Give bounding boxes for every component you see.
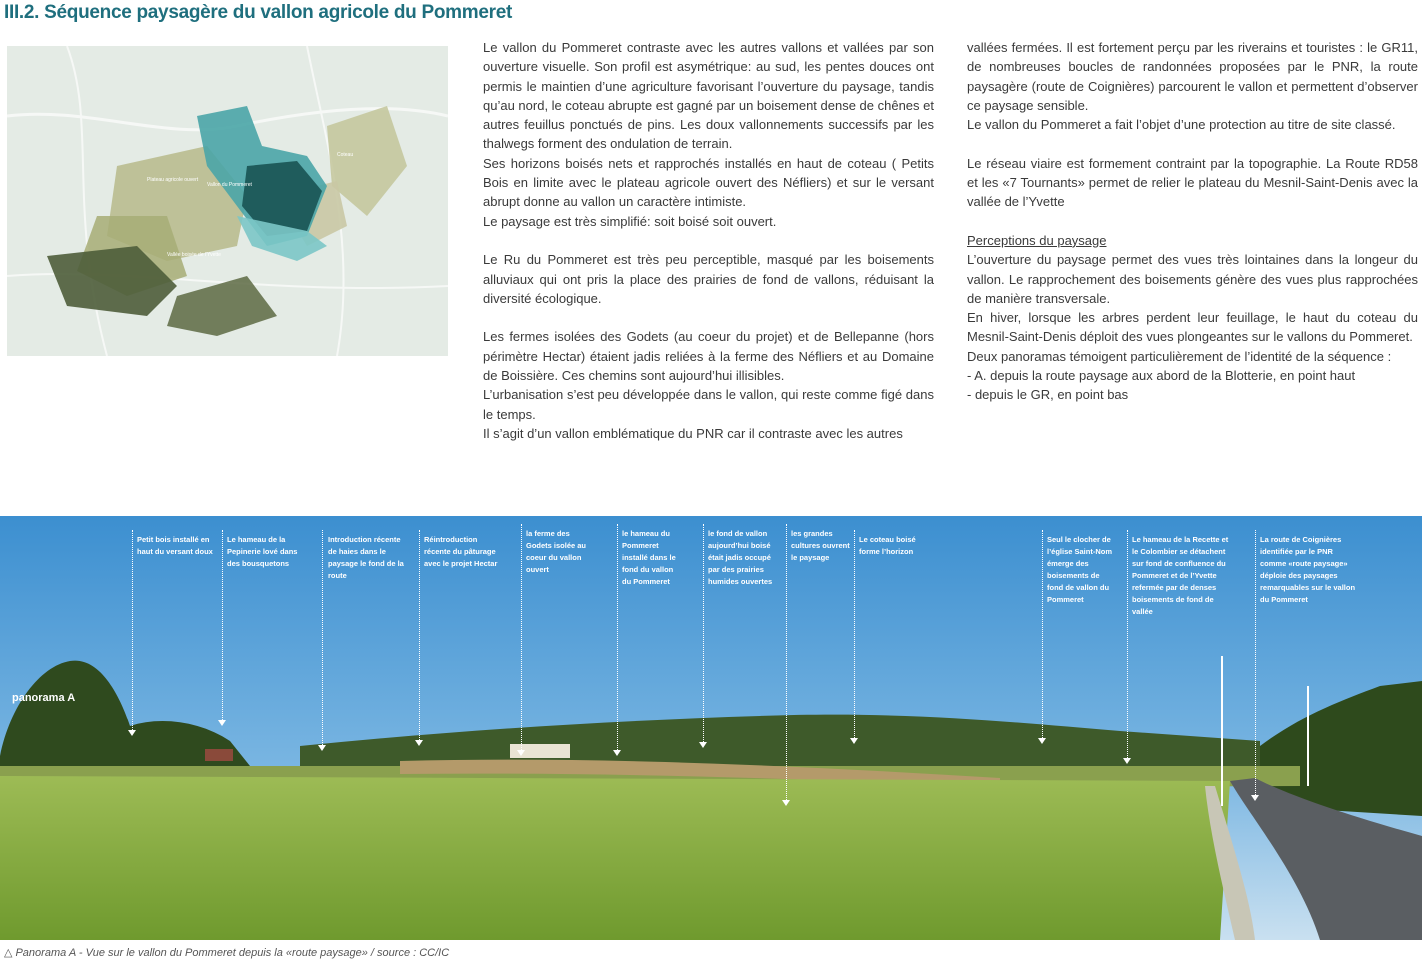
panorama-annotation: Réintroduction récente du pâturage avec le projet Hectar — [424, 535, 498, 568]
annotation-leader-line — [854, 530, 855, 738]
paragraph: Le vallon du Pommeret a fait l’objet d’une protection au titre de site classé. — [967, 117, 1396, 133]
spacer — [483, 231, 934, 250]
panorama-annotation: le hameau du Pommeret installé dans le fond du vallon du Pommeret — [622, 529, 676, 586]
annotation-arrow-icon — [128, 730, 136, 736]
panorama-annotation: Le coteau boisé forme l’horizon — [859, 535, 916, 556]
annotation-leader-line — [703, 524, 704, 742]
paragraph: Il s’agit d’un vallon emblématique du PNR car il contraste avec les autres — [483, 425, 903, 441]
annotation-leader-line — [222, 530, 223, 720]
paragraph: Ses horizons boisés nets et rapprochés installés en haut de coteau ( Petits Bois en limite avec le plateau agricole ouvert des Néfliers) et sur le versant abrupt donne au vallon un caractère intimiste. — [483, 155, 934, 210]
paragraph: Le Ru du Pommeret est très peu perceptible, masqué par les boisements alluviaux qui ont pris la place des prairies de fond de vallons, réduisant la diversité écologique. — [483, 252, 934, 306]
panorama-label: panorama A — [12, 692, 76, 704]
svg-text:Coteau: Coteau — [337, 152, 354, 158]
paragraph: Deux panoramas témoigent particulièrement de l’identité de la séquence : — [967, 348, 1392, 364]
paragraph: vallées fermées. Il est fortement perçu par les riverains et touristes : le GR11, de nombreuses boucles de randonnées proposées par le PNR, la route paysagère (route de Coignières) parcourent le vallon et permettent d’observer ce paysage sensible. — [967, 40, 1418, 113]
list-item: - A. depuis la route paysage aux abord de la Blotterie, en point haut — [967, 368, 1356, 384]
panorama-annotation: Petit bois installé en haut du versant doux — [137, 535, 213, 556]
annotation-arrow-icon — [1038, 738, 1046, 744]
svg-text:Vallon du Pommeret: Vallon du Pommeret — [207, 182, 252, 188]
annotation-arrow-icon — [613, 750, 621, 756]
paragraph: L’ouverture du paysage permet des vues très lointaines dans la longeur du vallon. Le rapprochement des boisements génère des vues plus rapprochées de manière transversale. — [967, 252, 1418, 306]
svg-text:Vallée boisée de l'Yvette: Vallée boisée de l'Yvette — [167, 252, 221, 258]
map-illustration — [7, 46, 448, 356]
annotation-arrow-icon — [699, 742, 707, 748]
annotation-arrow-icon — [218, 720, 226, 726]
panorama-annotation: la ferme des Godets isolée au coeur du vallon ouvert — [526, 529, 587, 574]
annotation-arrow-icon — [782, 800, 790, 806]
text-column-left — [483, 38, 934, 443]
annotation-leader-line — [1042, 530, 1043, 738]
panorama-annotation: les grandes cultures ouvrent le paysage — [791, 529, 850, 562]
list-item: - depuis le GR, en point bas — [967, 387, 1129, 403]
panorama-annotation: le fond de vallon aujourd’hui boisé était jadis occupé par des prairies humides ouvertes — [708, 529, 773, 586]
annotation-arrow-icon — [415, 740, 423, 746]
spacer — [967, 212, 1418, 231]
spacer — [967, 134, 1418, 153]
annotation-arrow-icon — [1123, 758, 1131, 764]
paragraph: En hiver, lorsque les arbres perdent leur feuillage, le haut du coteau du Mesnil-Saint-Denis déploit des vues plongeantes sur le vallons du Pommeret. — [967, 310, 1418, 345]
paragraph: L’urbanisation s’est peu développée dans le vallon, qui reste comme figé dans le temps. — [483, 387, 934, 422]
paragraph: Les fermes isolées des Godets (au coeur du projet) et de Bellepanne (hors périmètre Hectar) étaient jadis reliées à la ferme des Néfliers et au Domaine de Boissière. Ces chemins sont aujourd’hui illisibles. — [483, 329, 934, 384]
annotation-leader-line — [521, 524, 522, 750]
caption-text: Panorama A - Vue sur le vallon du Pommeret depuis la «route paysage» / source : CC/IC — [15, 947, 450, 959]
page-title: III.2. Séquence paysagère du vallon agricole du Pommeret — [4, 2, 512, 23]
panorama-annotation: Le hameau de la Pepinerie lové dans des bousquetons — [227, 535, 298, 568]
annotation-leader-line — [617, 524, 618, 750]
annotation-leader-line — [322, 530, 323, 745]
text-column-right — [967, 38, 1418, 405]
panorama-annotation: Le hameau de la Recette et le Colombier se détachent sur fond de confluence du Pommeret et de l’Yvette refermée par de denses boisements de fond de vallée — [1132, 535, 1229, 616]
annotation-leader-line — [786, 524, 787, 800]
annotation-leader-line — [132, 530, 133, 730]
annotation-arrow-icon — [1251, 795, 1259, 801]
paragraph: Le réseau viaire est formement contraint par la topographie. La Route RD58 et les «7 Tournants» permet de relier le plateau du Mesnil-Saint-Denis avec la vallée de l’Yvette — [967, 155, 1418, 210]
site-map — [7, 46, 448, 356]
panorama-annotation: La route de Coignières identifiée par le PNR comme «route paysage» déploie des paysages remarquables sur le vallon du Pommeret — [1260, 535, 1356, 604]
figure-caption — [4, 946, 449, 959]
section-subheading: Perceptions du paysage — [967, 232, 1107, 248]
panorama-annotation: Seul le clocher de l’église Saint-Nom émerge des boisements de fond de vallon du Pommeret — [1047, 535, 1113, 604]
annotation-arrow-icon — [850, 738, 858, 744]
annotation-leader-line — [419, 530, 420, 740]
paragraph: Le vallon du Pommeret contraste avec les autres vallons et vallées par son ouverture visuelle. Son profil est asymétrique: au sud, les pentes douces ont permis le maintien d’une agriculture favorisant l’ouverture du paysage, tandis qu’au nord, le coteau abrupte est gagné par un boisement dense de chênes et autres feuillus ponctués de pins. Les doux vallonnements successifs par les thalwegs forment des ondulation de terrain. — [483, 40, 934, 152]
annotation-leader-line — [1127, 530, 1128, 758]
annotation-leader-line — [1255, 530, 1256, 795]
paragraph: Le paysage est très simplifié: soit boisé soit ouvert. — [483, 213, 777, 229]
svg-text:Plateau agricole ouvert: Plateau agricole ouvert — [147, 177, 199, 183]
spacer — [483, 308, 934, 327]
panorama-annotation: Introduction récente de haies dans le paysage le fond de la route — [328, 535, 404, 580]
annotation-arrow-icon — [517, 750, 525, 756]
triangle-icon: △ — [4, 947, 13, 959]
annotation-arrow-icon — [318, 745, 326, 751]
